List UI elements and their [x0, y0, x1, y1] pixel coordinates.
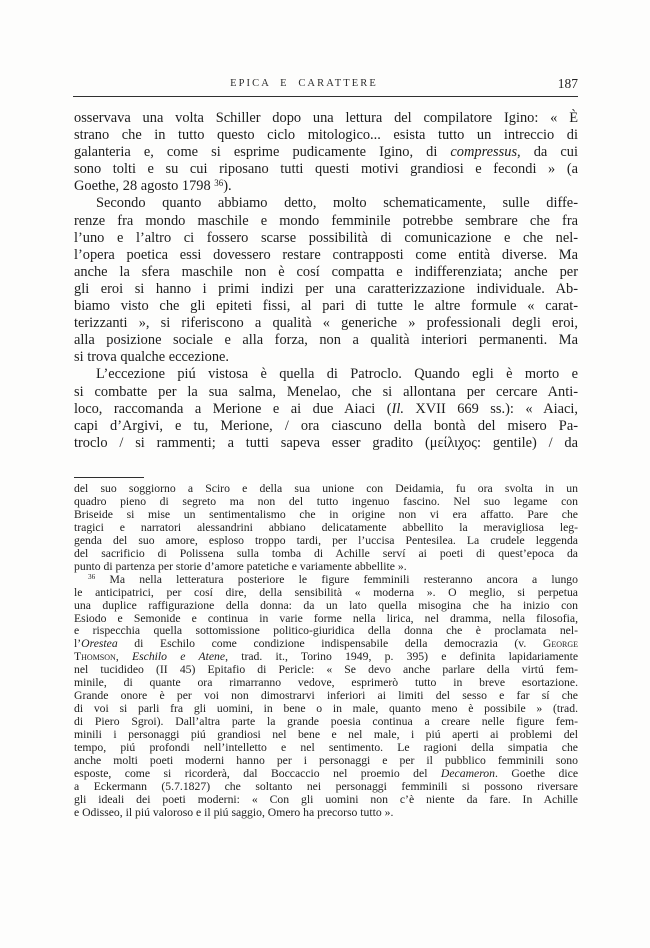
text-line: e Odisseo, il piú valoroso e il piú saggio, Omero ha precorso tutto ». — [74, 805, 394, 819]
running-header-title: EPICA E CARATTERE — [230, 78, 378, 89]
text-line: a Eckermann (5.7.1827) che soltanto nei personaggi femminili si possono riversare — [74, 779, 578, 793]
page-number: 187 — [557, 76, 578, 91]
header-rule — [73, 96, 578, 97]
text-line: Esiodo e Semonide e continua in varie forme nella lirica, nel dramma, nella filosofia, — [74, 611, 578, 625]
footnote-separator — [74, 477, 144, 478]
text-line: minile, di quante ora rimarranno vedove, esprimerò tutto in breve esortazione. — [74, 676, 578, 690]
text-line: tragici e narratori alessandrini abbiano delicatamente abbellito la meravigliosa leg- — [74, 520, 578, 534]
text-line: loco, raccomanda a Merione e ai due Aiaci (Il. XVII 669 ss.): « Aiaci, — [74, 400, 578, 417]
text-line: si trova qualche eccezione. — [74, 349, 230, 366]
text-line: terizzanti », si riferiscono a qualità « generiche » professionali degli eroi, — [74, 315, 578, 332]
running-header — [74, 76, 578, 94]
text-line: di voi si parli fra gli uomini, in bene o in male, quanto meno è possibile » (trad. — [74, 702, 578, 716]
text-line: sono tolti e su cui riposano tutti questi motivi grandiosi e fecondi » (a — [74, 161, 578, 178]
text-line: troclo / si rammenti; a tutti sapeva esser gradito (μείλιχος: gentile) / da — [74, 434, 578, 451]
text-line: del sacrificio di Polissena sulla tomba di Achille serví ai poeti di quest’epoca da — [74, 546, 578, 560]
text-line: esposte, come si ricorderà, dal Boccaccio nel proemio del Decameron. Goethe dice — [74, 766, 579, 780]
text-line: e rispecchia quella sottomissione politico-giuridica della donna che è proclamata nel- — [74, 624, 578, 638]
text-line: galanteria e, come si esprime pudicamente Igino, di compressus, da cui — [74, 144, 578, 161]
footnotes — [74, 483, 578, 820]
text-line: una duplice raffigurazione della donna: da un lato quella misogina che ha inizio con — [74, 598, 578, 612]
text-line: alla posizione sociale e alla forza, non a qualità interiori permanenti. Ma — [74, 332, 578, 349]
text-line: L’eccezione piú vistosa è quella di Patroclo. Quando egli è morto e — [96, 366, 578, 383]
text-line: l’Orestea di Eschilo come condizione indispensabile della democrazia (v. George — [74, 637, 578, 651]
text-line: anche la sfera maschile non è cosí compatta e indifferenziata; anche per — [74, 263, 578, 280]
main-text — [74, 110, 578, 452]
text-line: Secondo quanto abbiamo detto, molto schematicamente, sulle diffe- — [96, 195, 578, 212]
text-line: di Piero Sgroi). Dall’altra parte la grande poesia continua a creare nelle figure fem- — [74, 715, 578, 729]
text-line: genda del suo amore, esploso troppo tardi, per l’uccisa Pentesilea. La crudele leggenda — [74, 533, 578, 547]
text-line: anche molti poeti moderni hanno per i personaggi e per il pubblico femminili sono — [74, 754, 578, 768]
text-line: capi d’Argivi, e tu, Merione, / ora ciascuno della bontà del misero Pa- — [74, 417, 578, 434]
text-line: $^{36}$ Ma nella letteratura posteriore le figure femminili resteranno ancora a lungo — [88, 572, 578, 586]
text-line: tempo, piú profondi nell’intelletto e nel sentimento. Le ragioni della simpatia che — [74, 741, 578, 755]
text-line: renze fra mondo maschile e mondo femminile potrebbe sembrare che fra — [74, 212, 578, 229]
text-line: biamo visto che gli epiteti fissi, al pari di tutte le altre formule « carat- — [74, 298, 578, 315]
text-line: Grande onore è per voi non dimostrarvi inferiori ai limiti del sesso e far sí che — [74, 689, 578, 703]
text-line: gli ideali dei poeti moderni: « Con gli uomini non c’è niente da fare. In Achille — [74, 792, 578, 806]
text-line: l’uno e l’altro ci fossero scarse possibilità di comunicazione e che nel- — [74, 229, 578, 246]
text-line: osservava una volta Schiller dopo una lettura del compilatore Igino: « È — [74, 110, 578, 126]
text-line: del suo soggiorno a Sciro e della sua unione con Deidamia, fu ora svolta in un — [74, 482, 578, 495]
text-line: Briseide si mise un sentimentalismo che in origine non vi era affatto. Pare che — [74, 507, 578, 521]
text-line: strano che in tutto questo ciclo mitologico... esista tutto un intreccio di — [74, 127, 578, 144]
text-line: le anticipatrici, per cosí dire, della sensibilità « moderna ». O meglio, si perpetua — [74, 585, 578, 599]
text-line: si combatte per la sua salma, Menelao, che si allontana per cercare Anti- — [74, 383, 578, 400]
text-line: quadro pieno di segreto ma non del tutto ingenuo fascino. Nel suo legame con — [74, 494, 578, 508]
text-line: nel tucidideo (II 45) Epitafio di Pericle: « Se devo anche parlare della virtú fem- — [74, 663, 578, 677]
text-line: punto di partenza per storie d’amore patetiche e variamente abbellite ». — [74, 559, 407, 573]
text-line: gli eroi si hanno i primi indizi per una caratterizzazione individuale. Ab- — [74, 280, 578, 297]
text-line: Thomson, Eschilo e Atene, trad. it., Torino 1949, p. 395) e definita lapidariamente — [74, 650, 579, 664]
text-line: minili i personaggi piú grandiosi nel bene e nel male, i piú aperti ai problemi del — [74, 728, 578, 742]
text-line: l’opera poetica essi dovessero restare contrapposti come entità diverse. Ma — [74, 246, 578, 263]
text-line: Goethe, 28 agosto 1798 $^{36}$). — [74, 178, 232, 195]
